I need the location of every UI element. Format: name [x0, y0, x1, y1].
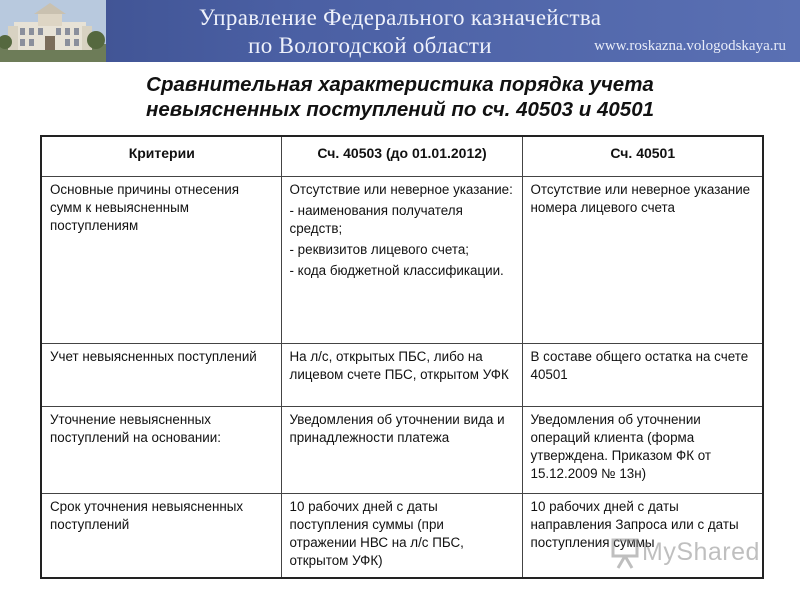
- table-row: [41, 407, 763, 494]
- comparison-table: [40, 135, 764, 579]
- slide-title-line1: Сравнительная характеристика порядка учета: [146, 73, 654, 96]
- account-40501-cell: Уведомления об уточнении операций клиента (форма утверждена. Приказом ФК от 15.12.2009 № 13н): [522, 407, 763, 494]
- cell-line: Отсутствие или неверное указание:: [289, 182, 513, 197]
- organization-title-line1: Управление Федерального казначейства: [198, 5, 602, 30]
- table-header-row: [41, 136, 763, 177]
- header-banner: [0, 0, 800, 62]
- header-account-40501: Сч. 40501: [522, 136, 763, 177]
- slide-title: [60, 72, 740, 122]
- cell-line: - наименования получателя средств;: [289, 203, 463, 236]
- slide-title-line2: невыясненных поступлений по сч. 40503 и 40501: [145, 98, 654, 121]
- building-photo: [0, 0, 106, 62]
- header-criteria: Критерии: [41, 136, 281, 177]
- account-40503-cell: 10 рабочих дней с даты поступления суммы (при отражении НВС на л/с ПБС, открытом УФК): [281, 494, 522, 578]
- building-illustration: [0, 0, 106, 62]
- watermark: [610, 536, 770, 572]
- criterion-cell: Основные причины отнесения сумм к невыясненным поступлениям: [41, 177, 281, 344]
- cell-line: - реквизитов лицевого счета;: [289, 242, 470, 257]
- table-row: [41, 344, 763, 407]
- account-40501-cell: В составе общего остатка на счете 40501: [522, 344, 763, 407]
- header-account-40503: Сч. 40503 (до 01.01.2012): [281, 136, 522, 177]
- criterion-cell: Срок уточнения невыясненных поступлений: [41, 494, 281, 578]
- watermark-text: MyShared: [642, 538, 760, 566]
- organization-title: [140, 4, 660, 60]
- criterion-cell: Учет невыясненных поступлений: [41, 344, 281, 407]
- account-40503-cell: [281, 177, 522, 344]
- account-40503-cell: Уведомления об уточнении вида и принадлежности платежа: [281, 407, 522, 494]
- criterion-cell: Уточнение невыясненных поступлений на основании:: [41, 407, 281, 494]
- website-url: www.roskazna.vologodskaya.ru: [594, 38, 786, 54]
- account-40501-cell: 10 рабочих дней с даты направления Запроса или с даты поступления суммы: [522, 494, 763, 578]
- account-40503-cell: На л/с, открытых ПБС, либо на лицевом счете ПБС, открытом УФК: [281, 344, 522, 407]
- table-row: [41, 177, 763, 344]
- account-40501-cell: Отсутствие или неверное указание номера лицевого счета: [522, 177, 763, 344]
- organization-title-line2: по Вологодской области: [248, 33, 492, 58]
- cell-line: - кода бюджетной классификации.: [289, 263, 504, 278]
- presentation-board-icon: [610, 536, 640, 570]
